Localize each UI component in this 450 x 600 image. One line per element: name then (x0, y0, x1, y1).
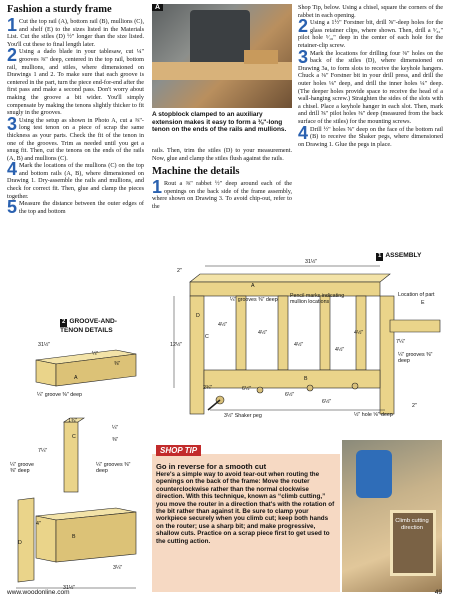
right-column (298, 4, 443, 148)
step-paragraph: 3 Mark the locations for drilling four ⅜" holes on the back of the stiles (D), where dimensioned on Drawing 3a, to form slots to receive the keyhole hangers. Chuck a ⅜" Forstner bit in your drill press, and drill the outer holes ⅛" deep, and drill the inner holes ¼" deep. (The deeper holes provide space to receive the head of a wall-hanging screw.) Straighten the sides of the slots with a chisel. Place a keyhole hanger in each slot. Then, mark and drill ⅝" pilot holes ⅜" deep (measured from the back surface of the stiles) for the mounting screws. (298, 46, 443, 125)
part-label-d: D (196, 313, 200, 319)
step-paragraph: 3 Using the setup as shown in Photo A, cut a ⅜"-long test tenon on a piece of scrap the same thickness as your parts. Check the fit of the tenon in one of the grooves. Trim as needed until you get a snug fit. Then, cut the tenons on the ends of the rails (A, B) and mullions (C). (7, 113, 144, 162)
step-number: 3 (7, 113, 18, 134)
step-paragraph: 1 Rout a ⅜" rabbet ½" deep around each of the openings on the back side of the frame assembly, where shown on Drawing 3. To avoid chip-out, refer to the (152, 177, 292, 210)
dim-three-eighths-2: ⅜" (112, 437, 119, 443)
label-left-groove: ¼" groove ⅜" deep (10, 462, 34, 474)
middle-column (152, 147, 292, 211)
shop-tip-body: Here's a simple way to avoid tear-out when routing the openings on the back of the frame: Move the router counterclockwise rather than the normal clockwise direction. With this technique, known as “climb cutting,” you move the router in a direction that's with the rotation of the bit rather than against it. Be sure to clamp your workpiece securely when you climb cut; keep both hands on the router; use a sharp bit; and make progressive, shallow cuts. Practice on a scrap piece first to get used to the cutting action. (156, 471, 335, 545)
dim-gap-2: 4½" (258, 330, 268, 336)
shop-tip-content (156, 462, 336, 545)
photo-caption: Climb cutting direction (395, 518, 429, 531)
dim-right-offset: 2" (412, 403, 417, 409)
dim-top-offset: 2" (177, 268, 182, 274)
step-number: 3 (298, 46, 309, 67)
step-paragraph: 5 Measure the distance between the outer edges of the top and bottom (7, 197, 144, 218)
photo-label: A (152, 4, 163, 11)
part-label-c: C (72, 434, 76, 440)
dim-top-width: 31½" (38, 342, 51, 348)
part-label-c: C (205, 334, 209, 340)
label-shaker-peg: 3½" Shaker peg (224, 413, 262, 419)
step-number: 4 (7, 159, 18, 180)
step-number: 4 (298, 122, 309, 143)
step-paragraph: 4 Mark the locations of the mullions (C) on the top and bottom rails (A, B), where dimensioned on Drawing 1. Dry-assemble the rails and mullions, and check for correct fit. Then, glue and clamp the pieces together. (7, 159, 144, 200)
part-label-b: B (304, 376, 308, 382)
label-hole: ½" hole ⅝" deep (354, 412, 393, 418)
shop-tip-photo (342, 440, 442, 592)
footer-url: www.woodonline.com (7, 589, 70, 596)
dim-peg-2: 6½" (285, 392, 295, 398)
dim-left-offset: 2¾" (203, 385, 213, 391)
part-label-d: D (18, 540, 22, 546)
drawing-1-title: 1 ASSEMBLY (378, 252, 422, 259)
step-paragraph: 4 Drill ½" holes ⅝" deep on the face of the bottom rail (B) to receive the Shaker pegs, where dimensioned on Drawing 1. Glue the pegs in place. (298, 122, 443, 148)
shop-tip-title: SHOP TIP (156, 445, 201, 456)
dim-gap-1: 4½" (218, 322, 228, 328)
router-shape (356, 450, 392, 498)
step-number: 1 (152, 177, 163, 198)
dim-gap-5: 4½" (354, 330, 364, 336)
left-column (7, 4, 144, 218)
stopblock-shape (244, 50, 278, 64)
dim-peg-1: 6½" (242, 386, 252, 392)
step-number: 2 (7, 45, 18, 66)
dim-gap-3: 4½" (294, 342, 304, 348)
dim-width: 1¾" (68, 418, 78, 424)
wood-workpiece-shape (152, 62, 292, 80)
label-right-grooves: ¼" grooves ⅜" deep (96, 462, 131, 474)
dim-right-height: 7¼" (396, 339, 406, 345)
drawing-number: 1 (378, 253, 382, 259)
dim-three-eighths: ⅜" (114, 361, 121, 367)
continued-paragraph: rails. Then, trim the stiles (D) to your measurement. Now, glue and clamp the stiles flush against the rails. (152, 147, 292, 162)
dim-bottom-height: 3¼" (113, 565, 123, 571)
part-label-a: A (74, 375, 78, 381)
shop-tip-heading: Go in reverse for a smooth cut (156, 462, 267, 471)
dim-bottom-width: 31½" (63, 585, 76, 591)
page-number: 49 (434, 589, 442, 596)
dim-gap-4: 4½" (335, 347, 345, 353)
dim-top-width: 31½" (305, 259, 318, 265)
step-number: 5 (7, 197, 18, 218)
label-location: Location of part (398, 292, 435, 298)
drawing-2-title: 2 GROOVE-AND-TENON DETAILS (60, 318, 117, 334)
photo-caption: A stopblock clamped to an auxiliary extension makes it easy to form a ⅜"-long tenon on the ends of the rails and mullions. (152, 111, 287, 134)
photo-a (152, 4, 292, 108)
step-paragraph: 1 Cut the top rail (A), bottom rail (B), mullions (C), and shelf (E) to the sizes listed in the Materials List. Cut the stiles (D) ½" longer than the size listed. You'll cut these to final length later. (7, 15, 144, 48)
drawing-number: 2 (62, 319, 66, 325)
dim-quarter-2: ¼" (112, 425, 119, 431)
step-paragraph: 2 Using a 1½" Forstner bit, drill ⅝"-deep holes for the glass retainer clips, where shown. Then, drill a ⁵⁄₃₂" pilot hole ⁵⁄₁₆" deep in the center of each hole for the retainer-clip screw. (298, 16, 443, 49)
label-groove: ¼" groove ⅜" deep (37, 392, 82, 398)
section-heading: Machine the details (152, 166, 240, 178)
step-number: 2 (298, 16, 309, 37)
continued-paragraph: Shop Tip, below. Using a chisel, square the corners of the rabbet in each opening. (298, 4, 443, 19)
part-label-b: B (72, 534, 76, 540)
part-label-e: E (421, 300, 425, 306)
label-pencil: Pencil marks indicating mullion locations (290, 293, 345, 305)
dim-four: 4" (36, 521, 41, 527)
section-heading: Fashion a sturdy frame (7, 4, 112, 15)
dim-height: 7¼" (38, 448, 48, 454)
dim-height: 12½" (170, 342, 183, 348)
part-label-a: A (251, 283, 255, 289)
label-grooves-2: ¼" grooves ⅜" deep (398, 352, 433, 364)
dim-peg-3: 6½" (322, 399, 332, 405)
label-grooves: ¼" grooves ⅜" deep (230, 297, 278, 303)
step-paragraph: 2 Using a dado blade in your tablesaw, cut ¼" grooves ⅜" deep, centered in the top rail, bottom rail, mullions, and stiles, where dimensioned on Drawings 1 and 2. To make sure that each groove is centered in the part, turn the piece end-for-end after the first pass and make a second pass. Don't worry about making the groove a bit wider. You'll simply compensate by making the tenons slightly thicker to fit snugly in the grooves. (7, 45, 144, 117)
dim-quarter: ¼" (92, 351, 99, 357)
step-number: 1 (7, 15, 18, 35)
